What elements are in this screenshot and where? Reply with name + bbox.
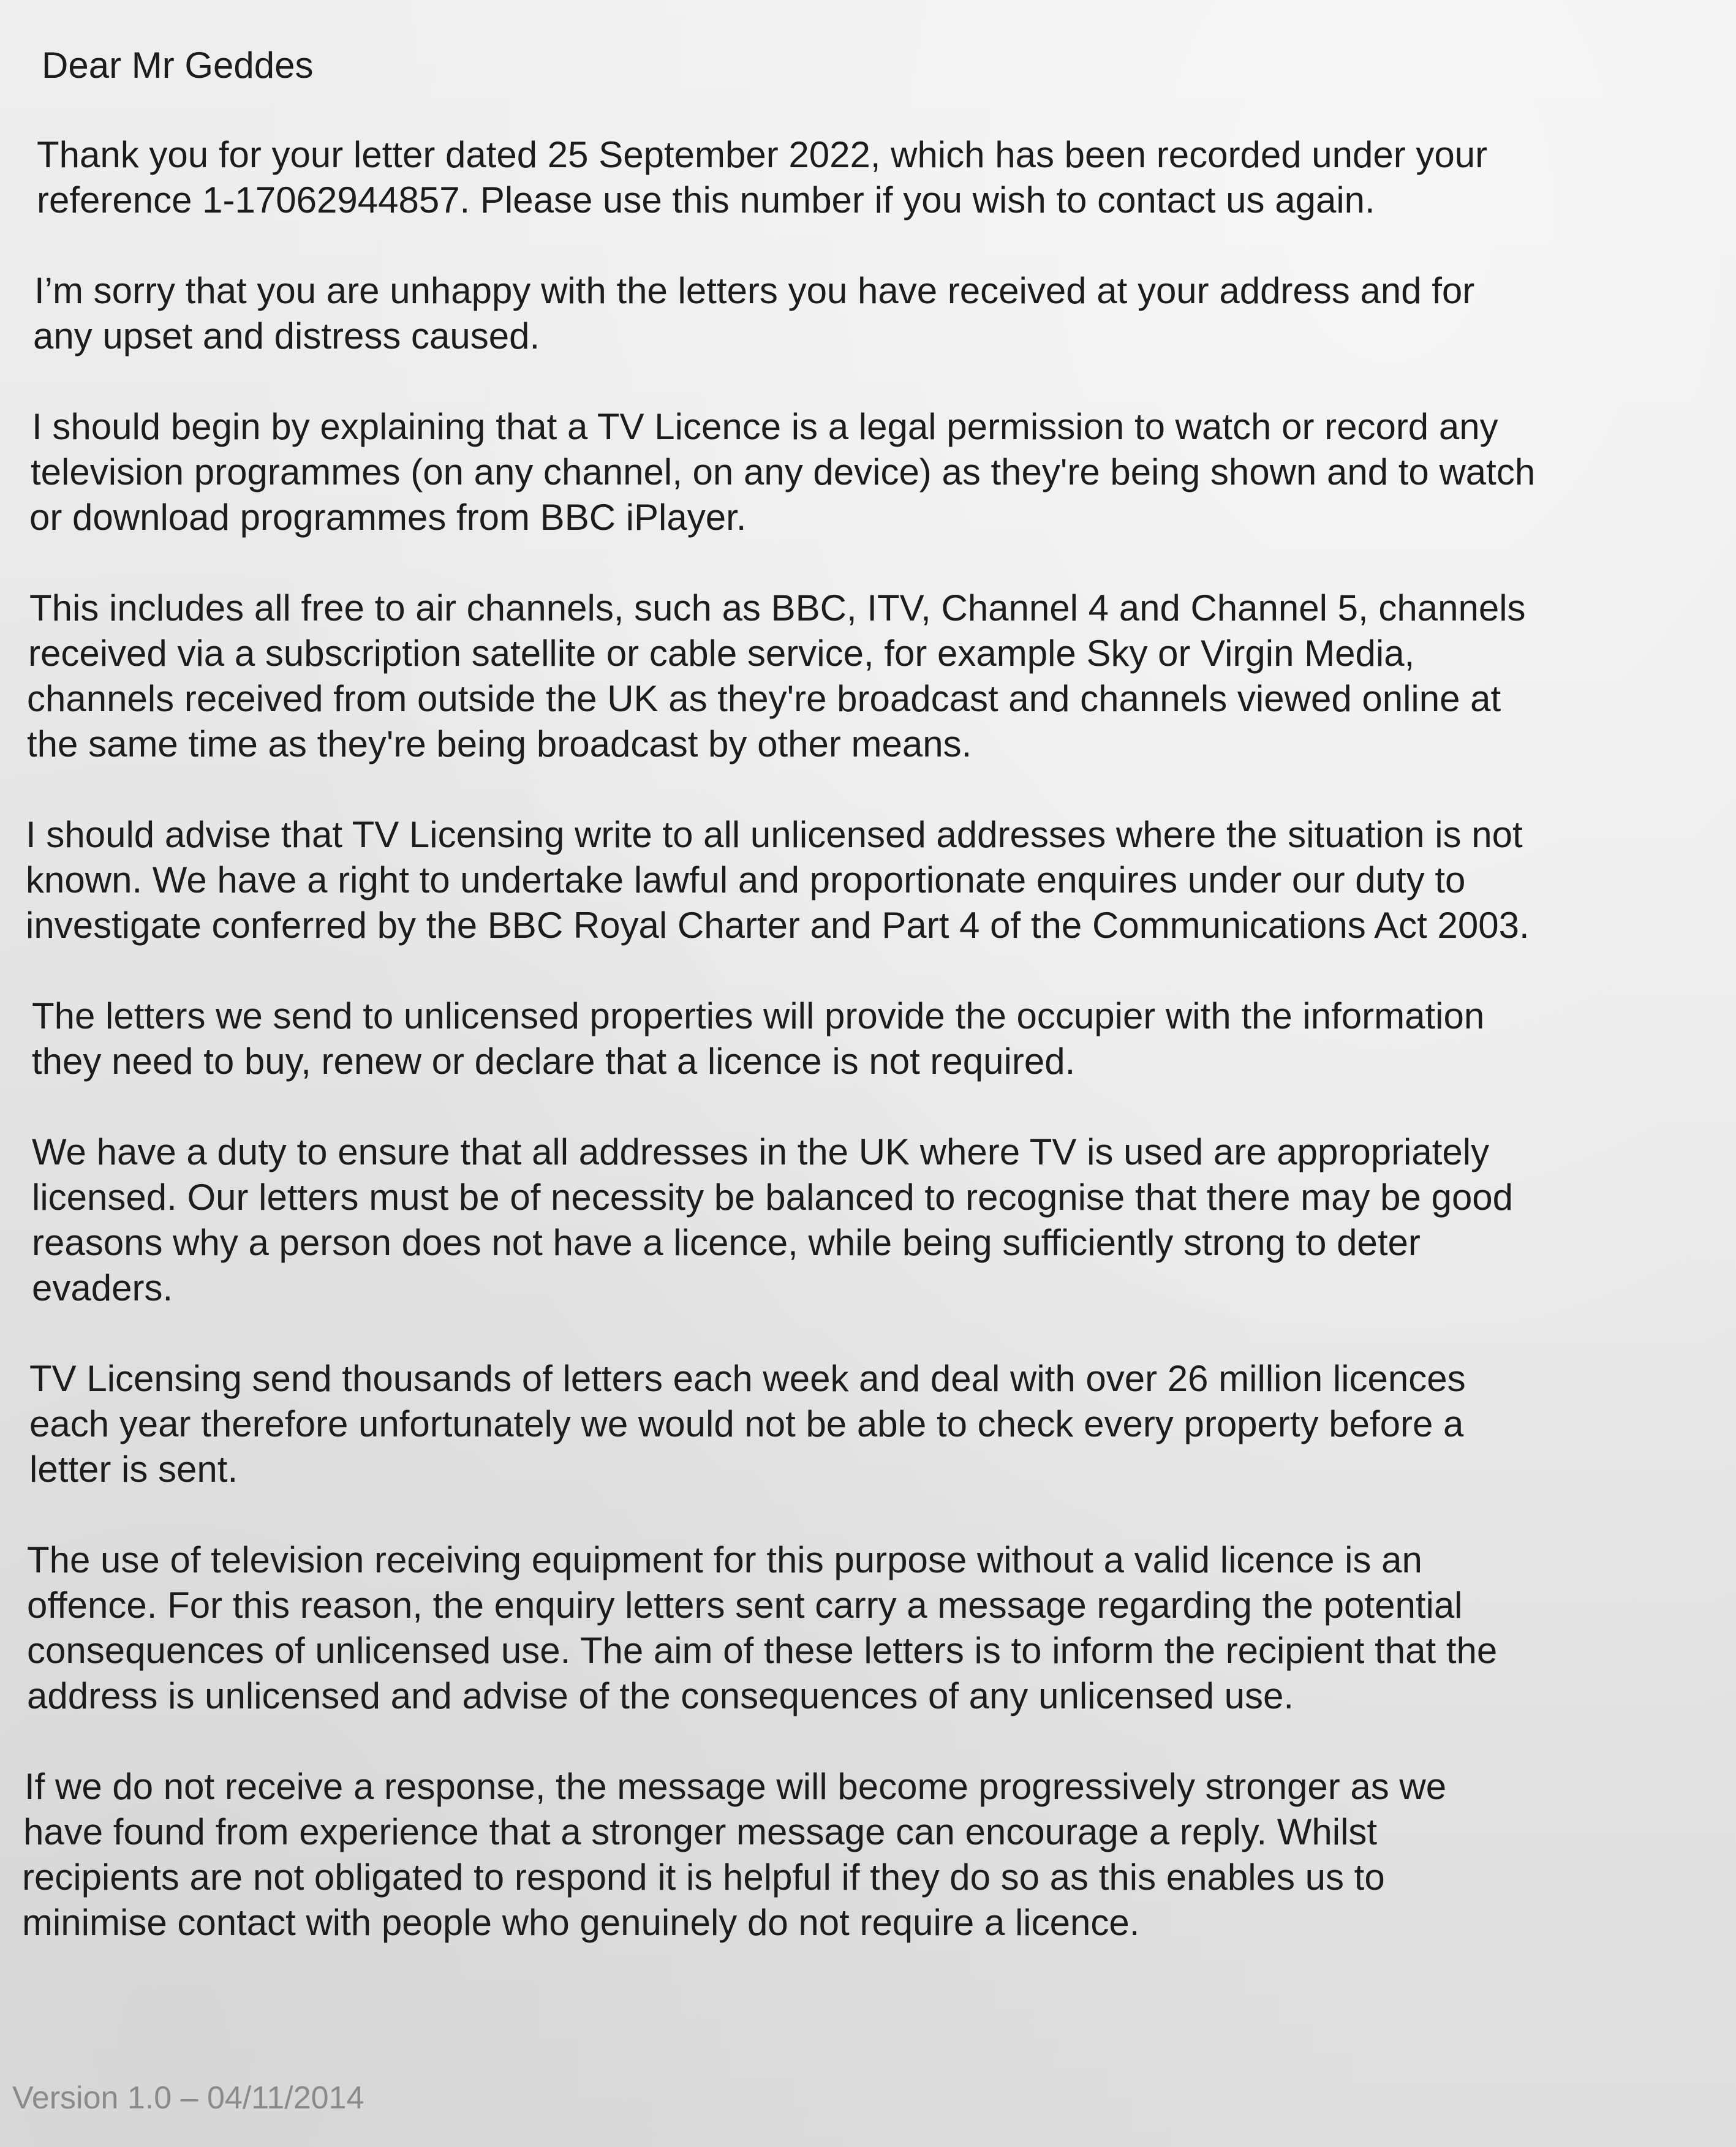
paragraph-line: recipients are not obligated to respond it is helpful if they do so as this enables us to [22,1857,1385,1898]
paragraph-line: each year therefore unfortunately we would not be able to check every property before a [29,1403,1464,1444]
paragraph-line: Thank you for your letter dated 25 September 2022, which has been recorded under your [37,134,1488,175]
paragraph-line: minimise contact with people who genuinely do not require a licence. [22,1902,1140,1943]
paragraph-line: offence. For this reason, the enquiry letters sent carry a message regarding the potential [27,1585,1463,1626]
paragraph-line: We have a duty to ensure that all addresses in the UK where TV is used are appropriately [32,1131,1490,1172]
paragraph-letters-info [29,994,1720,1084]
salutation: Dear Mr Geddes [42,45,314,86]
paragraph-line: have found from experience that a stronger message can encourage a reply. Whilst [23,1811,1378,1852]
paragraph-line: received via a subscription satellite or cable service, for example Sky or Virgin Media, [28,633,1415,674]
paragraph-line: I should begin by explaining that a TV Licence is a legal permission to watch or record any [32,406,1498,447]
paragraph-line: any upset and distress caused. [33,315,540,357]
paragraph-offence [29,1538,1720,1719]
paragraph-line: consequences of unlicensed use. The aim of these letters is to inform the recipient that the [27,1630,1498,1671]
paragraph-line: investigate conferred by the BBC Royal Charter and Part 4 of the Communications Act 2003. [26,905,1530,946]
paragraph-apology [29,268,1720,359]
paragraph-line: address is unlicensed and advise of the consequences of any unlicensed use. [27,1675,1294,1716]
paragraph-response [22,1764,1720,1945]
paragraph-line: If we do not receive a response, the message will become progressively stronger as we [25,1766,1447,1807]
paragraph-line: reference 1-17062944857. Please use this number if you wish to contact us again. [37,179,1375,221]
paragraph-duty [29,1130,1720,1311]
paragraph-line: evaders. [32,1267,173,1308]
paragraph-line: I should advise that TV Licensing write to all unlicensed addresses where the situation is not [26,814,1523,855]
paragraph-line: or download programmes from BBC iPlayer. [29,497,747,538]
paragraph-enquiries [26,812,1720,948]
letter-body [22,43,1720,1991]
paragraph-line: I’m sorry that you are unhappy with the letters you have received at your address and for [34,270,1475,311]
paragraph-line: television programmes (on any channel, on any device) as they're being shown and to watch [31,451,1536,492]
paragraph-channels [29,586,1720,767]
paragraph-volume [29,1356,1720,1492]
version-footer: Version 1.0 – 04/11/2014 [12,2080,364,2116]
paragraph-line: This includes all free to air channels, such as BBC, ITV, Channel 4 and Channel 5, channels [29,587,1526,628]
paragraph-line: reasons why a person does not have a licence, while being sufficiently strong to deter [32,1222,1421,1263]
paragraph-line: they need to buy, renew or declare that a licence is not required. [32,1041,1076,1082]
paragraph-line: known. We have a right to undertake lawful and proportionate enquires under our duty to [26,859,1466,900]
paragraph-line: TV Licensing send thousands of letters each week and deal with over 26 million licences [29,1358,1466,1399]
paragraph-line: letter is sent. [29,1449,238,1490]
paragraph-line: The use of television receiving equipment for this purpose without a valid licence is an [27,1539,1422,1580]
paragraph-licence-explanation [29,404,1720,540]
paragraph-line: The letters we send to unlicensed properties will provide the occupier with the information [32,995,1485,1036]
paragraph-line: licensed. Our letters must be of necessity be balanced to recognise that there may be good [32,1177,1514,1218]
paragraph-line: channels received from outside the UK as they're broadcast and channels viewed online at [27,678,1501,719]
paragraph-line: the same time as they're being broadcast by other means. [27,723,972,764]
paragraph-reference [29,132,1720,223]
